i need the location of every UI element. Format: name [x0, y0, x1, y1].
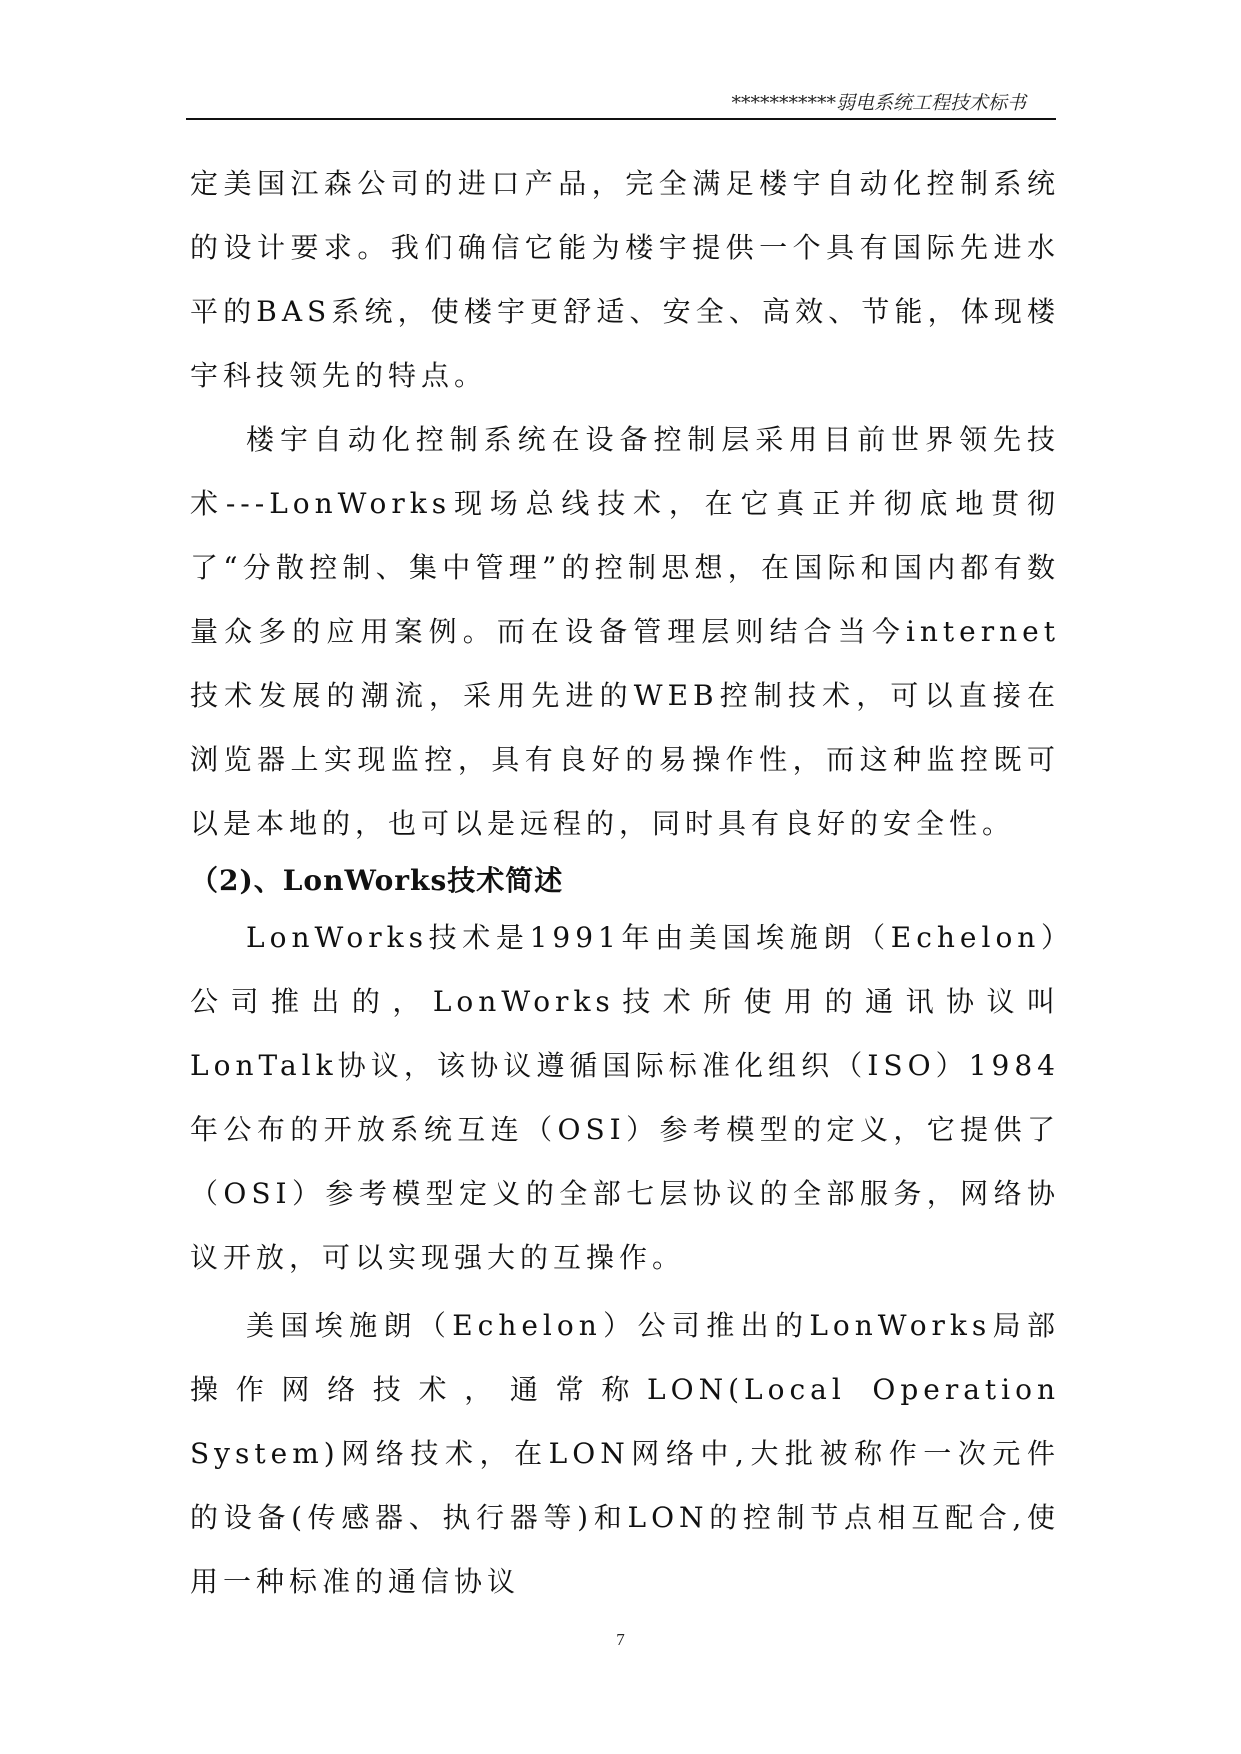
- header-title: ***********弱电系统工程技术标书: [731, 92, 1026, 114]
- page-number: 7: [616, 1630, 625, 1649]
- body-paragraph-2: 楼宇自动化控制系统在设备控制层采用目前世界领先技术---LonWorks现场总线技术，在它真正并彻底地贯彻了“分散控制、集中管理”的控制思想，在国际和国内都有数量众多的应用案例。而在设备管理层则结合当今internet技术发展的潮流，采用先进的WEB控制技术，可以直接在浏览器上实现监控，具有良好的易操作性，而这种监控既可以是本地的，也可以是远程的，同时具有良好的安全性。: [190, 423, 1060, 840]
- body-paragraph-3: LonWorks技术是1991年由美国埃施朗（Echelon）公司推出的，LonWorks技术所使用的通讯协议叫LonTalk协议，该协议遵循国际标准化组织（ISO）1984年公布的开放系统互连（OSI）参考模型的定义，它提供了（OSI）参考模型定义的全部七层协议的全部服务，网络协议开放，可以实现强大的互操作。: [190, 921, 1060, 1274]
- section-heading: （2)、LonWorks技术简述: [190, 864, 564, 897]
- body-paragraph-4: 美国埃施朗（Echelon）公司推出的LonWorks局部操作网络技术，通常称LON(Local Operation System)网络技术，在LON网络中,大批被称作一次元件的设备(传感器、执行器等)和LON的控制节点相互配合,使用一种标准的通信协议: [190, 1309, 1060, 1598]
- page-header: [186, 86, 1056, 120]
- document-body: [190, 152, 1060, 1614]
- body-paragraph-1: 定美国江森公司的进口产品，完全满足楼宇自动化控制系统的设计要求。我们确信它能为楼宇提供一个具有国际先进水平的BAS系统，使楼宇更舒适、安全、高效、节能，体现楼宇科技领先的特点。: [190, 167, 1060, 392]
